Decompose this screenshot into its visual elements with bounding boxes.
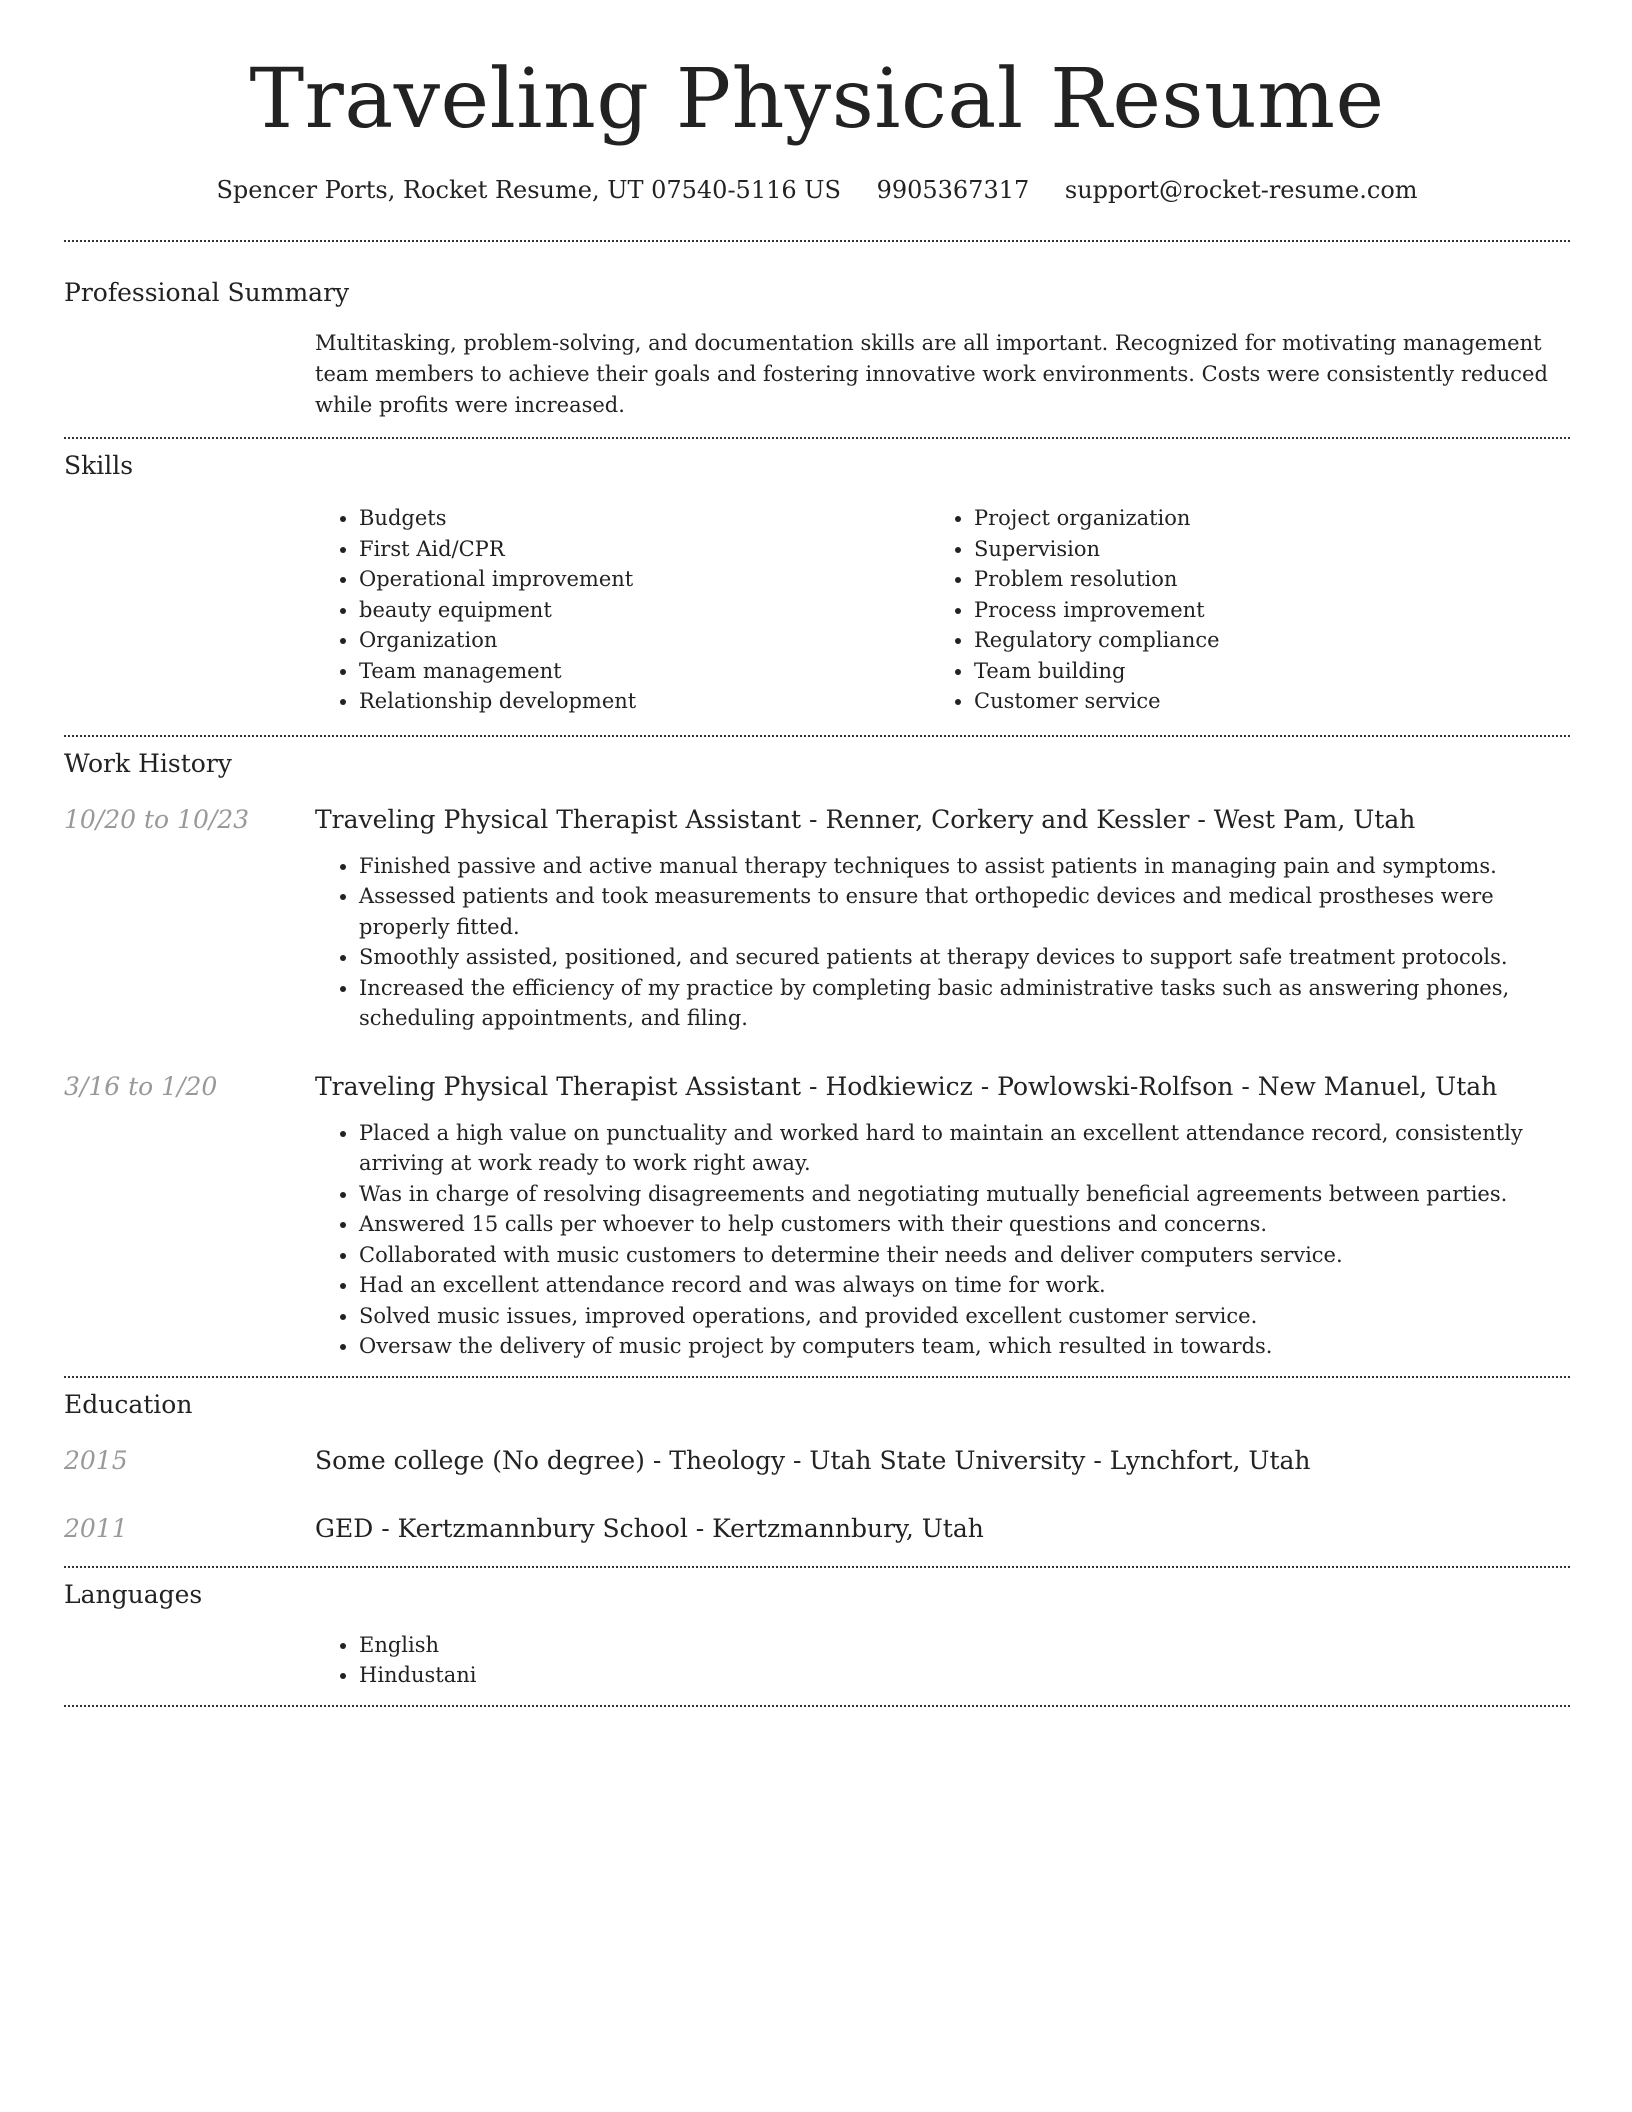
summary-text: Multitasking, problem-solving, and documentation skills are all important. Recognized for motivating management team members to achieve their goals and fostering innovative work environments. Costs were consistently reduced while profits were increased. xyxy=(315,331,1548,417)
education-entry xyxy=(64,1512,1570,1546)
job-bullet: • Answered 15 calls per whoever to help customers with their questions and concerns. xyxy=(359,1209,1570,1240)
education-detail: GED - Kertzmannbury School - Kertzmannbury, Utah xyxy=(315,1513,984,1543)
job-bullets xyxy=(315,851,1570,1034)
job-bullet: • Oversaw the delivery of music project by computers team, which resulted in towards. xyxy=(359,1331,1570,1362)
languages-section xyxy=(64,1568,1570,1691)
skills-left-column xyxy=(64,503,315,717)
job-bullet: • Had an excellent attendance record and was always on time for work. xyxy=(359,1270,1570,1301)
resume-header xyxy=(64,0,1570,206)
education-section xyxy=(64,1378,1570,1546)
summary-heading: Professional Summary xyxy=(64,278,350,307)
job-bullet: • Solved music issues, improved operations, and provided excellent customer service. xyxy=(359,1301,1570,1332)
languages-heading: Languages xyxy=(64,1579,203,1609)
job-bullet: • Increased the efficiency of my practice by completing basic administrative tasks such as answering phones, scheduling appointments, and filing. xyxy=(359,973,1570,1034)
job-role: Traveling Physical Therapist Assistant xyxy=(315,1071,802,1101)
skill-item: • Process improvement xyxy=(974,595,1545,626)
contact-phone: 9905367317 xyxy=(876,176,1030,204)
skill-item: • Budgets xyxy=(359,503,930,534)
candidate-name: Traveling Physical Resume xyxy=(249,52,1385,147)
skills-body xyxy=(315,503,1570,717)
skills-heading: Skills xyxy=(64,451,134,480)
skill-item: • Problem resolution xyxy=(974,564,1545,595)
work-section xyxy=(64,737,1570,1362)
skills-column-1 xyxy=(315,503,930,717)
education-year: 2011 xyxy=(64,1513,128,1543)
education-detail: Some college (No degree) - Theology - Utah State University - Lynchfort, Utah xyxy=(315,1445,1311,1475)
language-item: • English xyxy=(359,1630,1570,1661)
summary-body xyxy=(315,328,1570,421)
job-entry xyxy=(64,1070,1570,1362)
education-heading: Education xyxy=(64,1389,193,1419)
skill-item: • Operational improvement xyxy=(359,564,930,595)
resume-content xyxy=(64,0,1570,1707)
work-heading: Work History xyxy=(64,748,232,778)
job-entry xyxy=(64,803,1570,1034)
skills-column-2 xyxy=(930,503,1545,717)
education-entry xyxy=(64,1444,1570,1478)
contact-email: support@rocket-resume.com xyxy=(1064,176,1418,204)
job-details: - Hodkiewicz - Powlowski-Rolfson - New Manuel, Utah xyxy=(801,1071,1498,1101)
education-year: 2015 xyxy=(64,1445,128,1475)
skills-section xyxy=(64,439,1570,717)
job-bullet: • Smoothly assisted, positioned, and secured patients at therapy devices to support safe treatment protocols. xyxy=(359,942,1570,973)
skill-item: • Team building xyxy=(974,656,1545,687)
job-bullet: • Placed a high value on punctuality and worked hard to maintain an excellent attendance record, consistently arriving at work ready to work right away. xyxy=(359,1118,1570,1179)
divider xyxy=(64,1705,1570,1707)
skill-item: • Relationship development xyxy=(359,686,930,717)
job-bullet: • Assessed patients and took measurements to ensure that orthopedic devices and medical prostheses were properly fitted. xyxy=(359,881,1570,942)
job-title xyxy=(315,803,1570,837)
skill-item: • beauty equipment xyxy=(359,595,930,626)
job-details: - Renner, Corkery and Kessler - West Pam, Utah xyxy=(801,804,1416,834)
skill-item: • Team management xyxy=(359,656,930,687)
language-item: • Hindustani xyxy=(359,1660,1570,1691)
skill-item: • First Aid/CPR xyxy=(359,534,930,565)
job-dates: 3/16 to 1/20 xyxy=(64,1071,218,1101)
contact-line xyxy=(64,174,1570,206)
languages-left-column xyxy=(64,1630,315,1691)
job-dates: 10/20 to 10/23 xyxy=(64,804,250,834)
job-bullet: • Was in charge of resolving disagreements and negotiating mutually beneficial agreements between parties. xyxy=(359,1179,1570,1210)
job-title xyxy=(315,1070,1570,1104)
job-bullets xyxy=(315,1118,1570,1362)
summary-left-column xyxy=(64,328,315,421)
languages-list xyxy=(315,1630,1570,1691)
skill-item: • Project organization xyxy=(974,503,1545,534)
job-bullet: • Collaborated with music customers to determine their needs and deliver computers service. xyxy=(359,1240,1570,1271)
skill-item: • Regulatory compliance xyxy=(974,625,1545,656)
summary-section xyxy=(64,242,1570,421)
skill-item: • Organization xyxy=(359,625,930,656)
contact-address: Spencer Ports, Rocket Resume, UT 07540-5116 US xyxy=(216,176,841,204)
skill-item: • Supervision xyxy=(974,534,1545,565)
job-bullet: • Finished passive and active manual therapy techniques to assist patients in managing pain and symptoms. xyxy=(359,851,1570,882)
job-role: Traveling Physical Therapist Assistant xyxy=(315,804,802,834)
skill-item: • Customer service xyxy=(974,686,1545,717)
